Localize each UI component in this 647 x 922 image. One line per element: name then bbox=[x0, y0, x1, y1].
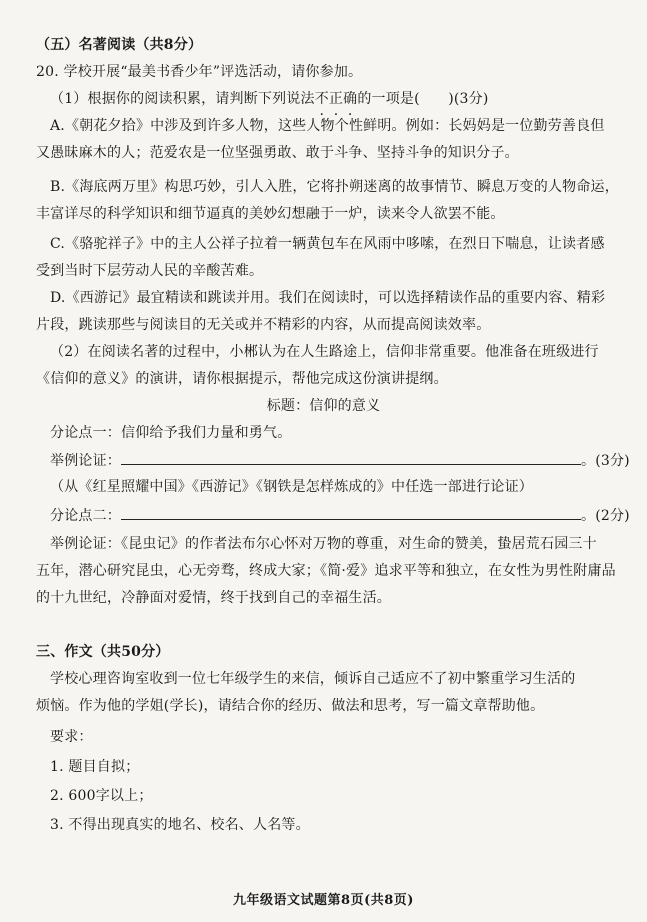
section-five-heading: （五）名著阅读（共8分） bbox=[36, 37, 203, 53]
point2-label: 分论点二： bbox=[50, 508, 121, 524]
page-footer: 九年级语文试题第8页(共8页) bbox=[233, 893, 414, 908]
example2-line-1: 举例论证：《昆虫记》的作者法布尔心怀对万物的尊重，对生命的赞美，蛰居荒石园三十 bbox=[50, 536, 597, 552]
option-d-line-1: D.《西游记》最宜精读和跳读并用。我们在阅读时，可以选择精读作品的重要内容、精彩 bbox=[50, 290, 606, 306]
emphasis-char-3: 确 bbox=[343, 91, 358, 107]
stem-suffix: 的一项是( )(3分) bbox=[357, 91, 489, 107]
example2-line-3: 的十九世纪，冷静面对爱情，终于找到自己的幸福生活。 bbox=[36, 590, 391, 606]
emphasis-char-1: 不 bbox=[314, 91, 329, 107]
option-a-line-2: 又愚昧麻木的人；范爱农是一位坚强勇敢、敢于斗争、坚持斗争的知识分子。 bbox=[36, 145, 519, 161]
part2-intro-line-2: 《信仰的意义》的演讲，请你根据提示，帮他完成这份演讲提纲。 bbox=[36, 371, 448, 387]
option-b-line-2: 丰富详尽的科学知识和细节逼真的美妙幻想融于一炉，读来令人欲罢不能。 bbox=[36, 206, 505, 222]
essay-prompt-line-2: 烦恼。作为他的学姐(学长)，请结合你的经历、做法和思考，写一篇文章帮助他。 bbox=[36, 698, 545, 714]
choose-book-note: （从《红星照耀中国》《西游记》《钢铁是怎样炼成的》中任选一部进行论证） bbox=[50, 479, 533, 495]
score-2: 。(2分) bbox=[581, 508, 630, 524]
option-c-line-2: 受到当时下层劳动人民的辛酸苦难。 bbox=[36, 263, 264, 279]
sub-point-two-row bbox=[50, 505, 630, 526]
stem-prefix: （1）根据你的阅读积累，请判断下列说法 bbox=[50, 91, 315, 107]
option-a-line-1: A.《朝花夕拾》中涉及到许多人物，这些人物个性鲜明。例如：长妈妈是一位勤劳善良但 bbox=[50, 118, 605, 134]
sub-point-one: 分论点一：信仰给予我们力量和勇气。 bbox=[50, 425, 292, 441]
requirement-1: 1. 题目自拟； bbox=[50, 759, 140, 775]
essay-prompt-line-1: 学校心理咨询室收到一位七年级学生的来信，倾诉自己适应不了初中繁重学习生活的 bbox=[50, 671, 576, 687]
speech-title: 标题：信仰的意义 bbox=[266, 398, 381, 414]
section-three-heading: 三、作文（共50分） bbox=[36, 644, 170, 660]
requirements-label: 要求： bbox=[50, 729, 93, 745]
emphasis-char-2: 正 bbox=[328, 91, 344, 107]
example2-line-2: 五年，潜心研究昆虫，心无旁骛，终成大家；《简·爱》追求平等和独立，在女性为男性附庸品 bbox=[36, 563, 616, 579]
requirement-2: 2. 600字以上； bbox=[50, 788, 153, 804]
option-d-line-2: 片段，跳读那些与阅读目的无关或并不精彩的内容，从而提高阅读效率。 bbox=[36, 317, 491, 333]
answer-blank-example[interactable] bbox=[121, 450, 581, 465]
part2-intro-line-1: （2）在阅读名著的过程中，小郴认为在人生路途上，信仰非常重要。他准备在班级进行 bbox=[50, 344, 599, 360]
option-c-line-1: C.《骆驼祥子》中的主人公祥子拉着一辆黄包车在风雨中哆嗦，在烈日下喘息，让读者感 bbox=[50, 236, 605, 252]
score-3: 。(3分) bbox=[581, 453, 630, 469]
option-b-line-1: B.《海底两万里》构思巧妙，引人入胜，它将扑朔迷离的故事情节、瞬息万变的人物命运， bbox=[50, 179, 619, 195]
answer-blank-point2[interactable] bbox=[121, 505, 581, 520]
example-argument-row bbox=[50, 450, 630, 471]
requirement-3: 3. 不得出现真实的地名、校名、人名等。 bbox=[50, 817, 310, 833]
example-label: 举例论证： bbox=[50, 453, 121, 469]
question-20-intro: 20. 学校开展“最美书香少年”评选活动，请你参加。 bbox=[36, 64, 363, 80]
question-20-part1-stem bbox=[50, 89, 488, 109]
